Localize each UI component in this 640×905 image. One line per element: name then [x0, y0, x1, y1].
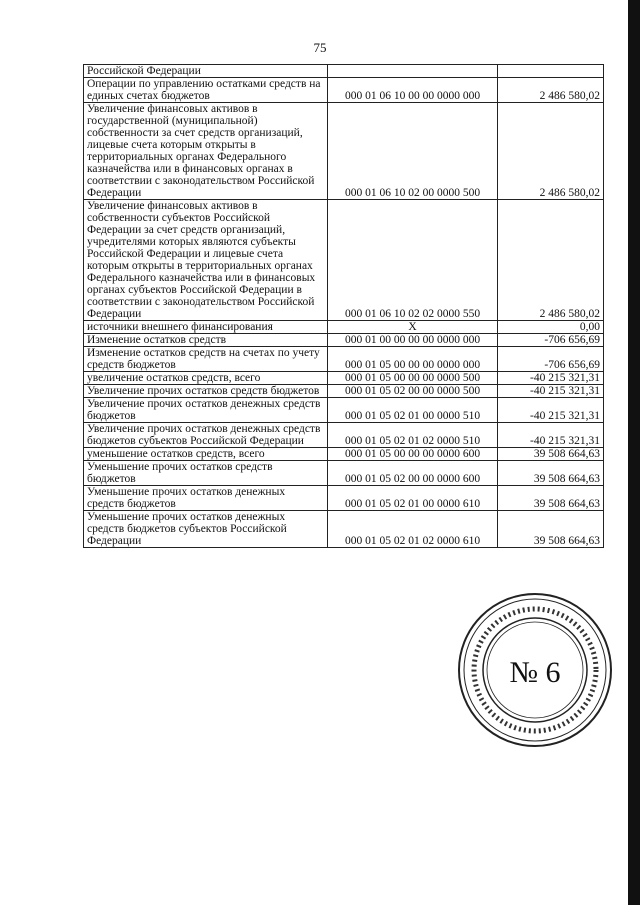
row-amount-cell: 2 486 580,02	[498, 78, 604, 103]
row-code-cell: 000 01 05 02 01 02 0000 510	[328, 423, 498, 448]
row-name-cell: источники внешнего финансирования	[84, 321, 328, 334]
row-code-cell: 000 01 05 00 00 00 0000 600	[328, 448, 498, 461]
row-code-cell: 000 01 05 02 00 00 0000 600	[328, 461, 498, 486]
row-amount-cell: -706 656,69	[498, 347, 604, 372]
table-row	[84, 448, 604, 461]
table-row	[84, 486, 604, 511]
row-amount-cell: 39 508 664,63	[498, 461, 604, 486]
row-name-cell: Увеличение прочих остатков денежных средств бюджетов	[84, 398, 328, 423]
row-code-cell: 000 01 06 10 02 02 0000 550	[328, 200, 498, 321]
table-row	[84, 423, 604, 448]
stamp-number: № 6	[509, 656, 561, 689]
row-name-cell: увеличение остатков средств, всего	[84, 372, 328, 385]
page-number: 75	[313, 40, 327, 55]
row-amount-cell: -706 656,69	[498, 334, 604, 347]
row-code-cell	[328, 65, 498, 78]
table-row	[84, 321, 604, 334]
table-row	[84, 200, 604, 321]
table-row	[84, 461, 604, 486]
row-amount-cell: 2 486 580,02	[498, 200, 604, 321]
row-amount-cell: -40 215 321,31	[498, 385, 604, 398]
budget-sources-table	[83, 64, 604, 548]
row-name-cell: уменьшение остатков средств, всего	[84, 448, 328, 461]
row-amount-cell: 39 508 664,63	[498, 511, 604, 548]
row-amount-cell: -40 215 321,31	[498, 398, 604, 423]
row-name-cell: Увеличение прочих остатков денежных средств бюджетов субъектов Российской Федерации	[84, 423, 328, 448]
row-name-cell: Уменьшение прочих остатков денежных средств бюджетов	[84, 486, 328, 511]
official-seal-stamp	[455, 590, 615, 750]
row-code-cell: 000 01 05 02 01 00 0000 610	[328, 486, 498, 511]
row-code-cell: 000 01 05 02 01 00 0000 510	[328, 398, 498, 423]
row-code-cell: 000 01 05 00 00 00 0000 000	[328, 347, 498, 372]
table-body	[84, 65, 604, 548]
row-amount-cell: -40 215 321,31	[498, 423, 604, 448]
row-code-cell: 000 01 05 02 01 02 0000 610	[328, 511, 498, 548]
table-row	[84, 347, 604, 372]
table-row	[84, 398, 604, 423]
row-name-cell: Увеличение финансовых активов в собственности субъектов Российской Федерации за счет средств организаций, учредителями которых являются субъекты Российской Федерации и лицевые счета которым открыты в территориальных органах Федерального казначейства или в финансовых органах субъектов Российской Федерации в соответствии с законодательством Российской Федерации	[84, 200, 328, 321]
table-row	[84, 103, 604, 200]
table-row	[84, 78, 604, 103]
table-row	[84, 372, 604, 385]
row-amount-cell: -40 215 321,31	[498, 372, 604, 385]
row-amount-cell: 0,00	[498, 321, 604, 334]
row-name-cell: Увеличение прочих остатков средств бюджетов	[84, 385, 328, 398]
row-code-cell: 000 01 05 00 00 00 0000 500	[328, 372, 498, 385]
table-row	[84, 511, 604, 548]
row-code-cell: 000 01 00 00 00 00 0000 000	[328, 334, 498, 347]
row-name-cell: Уменьшение прочих остатков средств бюджетов	[84, 461, 328, 486]
row-name-cell: Уменьшение прочих остатков денежных средств бюджетов субъектов Российской Федерации	[84, 511, 328, 548]
row-name-cell: Увеличение финансовых активов в государственной (муниципальной) собственности за счет средств организаций, лицевые счета которым открыты в территориальных органах Федерального казначейства или в финансовых органах в соответствии с законодательством Российской Федерации	[84, 103, 328, 200]
row-amount-cell	[498, 65, 604, 78]
row-name-cell: Российской Федерации	[84, 65, 328, 78]
scan-edge-bar	[628, 0, 640, 905]
row-name-cell: Изменение остатков средств	[84, 334, 328, 347]
row-code-cell: X	[328, 321, 498, 334]
row-amount-cell: 39 508 664,63	[498, 486, 604, 511]
row-code-cell: 000 01 06 10 02 00 0000 500	[328, 103, 498, 200]
table-row	[84, 334, 604, 347]
table-row	[84, 65, 604, 78]
row-amount-cell: 39 508 664,63	[498, 448, 604, 461]
row-code-cell: 000 01 05 02 00 00 0000 500	[328, 385, 498, 398]
row-code-cell: 000 01 06 10 00 00 0000 000	[328, 78, 498, 103]
row-amount-cell: 2 486 580,02	[498, 103, 604, 200]
row-name-cell: Изменение остатков средств на счетах по учету средств бюджетов	[84, 347, 328, 372]
row-name-cell: Операции по управлению остатками средств на единых счетах бюджетов	[84, 78, 328, 103]
table-row	[84, 385, 604, 398]
